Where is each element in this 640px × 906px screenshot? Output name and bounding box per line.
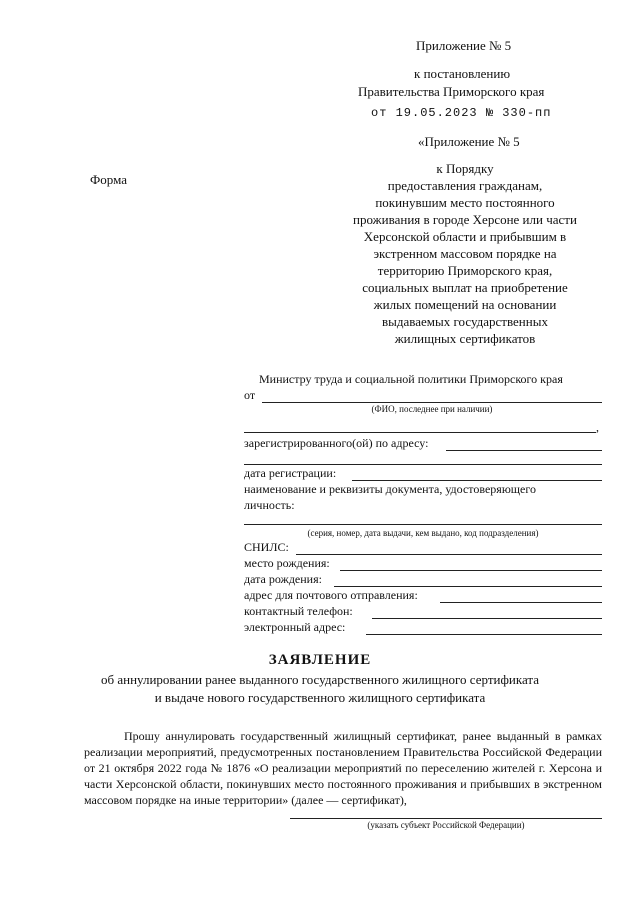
phone-label: контактный телефон: — [244, 604, 353, 618]
appendix-block-title: «Приложение № 5 — [418, 134, 520, 149]
id-document-field[interactable] — [244, 524, 602, 525]
appendix-line: выдаваемых государственных — [382, 314, 548, 329]
id-document-label: наименование и реквизиты документа, удостоверяющего — [244, 482, 536, 496]
appendix-block-text — [340, 160, 590, 347]
registration-date-field[interactable] — [352, 480, 602, 481]
statement-title: ЗАЯВЛЕНИЕ — [268, 652, 372, 668]
comma: , — [596, 420, 599, 434]
statement-paragraph-text: Прошу аннулировать государственный жилищный сертификат, ранее выданный в рамках реализации мероприятий, предусмотренных постановлением Правительства Российской Федерации от 21 октября 2022 года № 1876 «О реализации мероприятий по переселению жителей г. Херсона и части Херсонской области, покинувших место постоянного проживания и прибывших в экстренном массовом порядке на иные территории» (далее — сертификат), — [84, 729, 602, 807]
appendix-line: социальных выплат на приобретение — [362, 280, 568, 295]
appendix-line: Херсонской области и прибывшим в — [363, 229, 567, 244]
appendix-line: территорию Приморского края, — [377, 263, 553, 278]
postal-address-field[interactable] — [440, 602, 602, 603]
registered-address-field[interactable] — [446, 450, 602, 451]
appendix-line: покинувшим место постоянного — [375, 195, 555, 210]
government-name: Правительства Приморского края — [358, 84, 545, 99]
appendix-line: к Порядку — [436, 161, 494, 176]
to-resolution: к постановлению — [414, 66, 511, 81]
appendix-line: проживания в городе Херсоне или части — [353, 212, 577, 227]
id-document-caption: (серия, номер, дата выдачи, кем выдано, код подразделения) — [307, 528, 539, 538]
from-label: от — [244, 388, 256, 402]
appendix-line: жилых помещений на основании — [373, 297, 557, 312]
fio-continuation-field[interactable] — [244, 432, 596, 433]
resolution-date-number: от 19.05.2023 № 330-пп — [371, 106, 552, 120]
region-caption: (указать субъект Российской Федерации) — [367, 820, 525, 830]
registered-address-label: зарегистрированного(ой) по адресу: — [244, 436, 429, 450]
registration-date-label: дата регистрации: — [244, 466, 337, 480]
snils-label: СНИЛС: — [244, 540, 289, 554]
form-label: Форма — [90, 172, 127, 187]
birthdate-label: дата рождения: — [244, 572, 322, 586]
statement-paragraph — [84, 728, 602, 808]
id-document-label-2: личность: — [244, 498, 295, 512]
phone-field[interactable] — [372, 618, 602, 619]
birthdate-field[interactable] — [334, 586, 602, 587]
addressee-ministry: Министру труда и социальной политики Приморского края — [259, 372, 563, 386]
fio-caption: (ФИО, последнее при наличии) — [371, 404, 493, 414]
email-field[interactable] — [366, 634, 602, 635]
statement-subtitle-2: и выдаче нового государственного жилищного сертификата — [154, 690, 486, 705]
registered-address-field-2[interactable] — [244, 464, 602, 465]
birthplace-label: место рождения: — [244, 556, 330, 570]
appendix-line: предоставления гражданам, — [387, 178, 543, 193]
email-label: электронный адрес: — [244, 620, 346, 634]
appendix-line: экстренном массовом порядке на — [373, 246, 557, 261]
appendix-heading: Приложение № 5 — [416, 38, 512, 53]
snils-field[interactable] — [296, 554, 602, 555]
fio-field[interactable] — [262, 402, 602, 403]
birthplace-field[interactable] — [340, 570, 602, 571]
appendix-line: жилищных сертификатов — [394, 331, 536, 346]
statement-subtitle-1: об аннулировании ранее выданного государственного жилищного сертификата — [101, 672, 539, 687]
region-field[interactable] — [290, 818, 602, 819]
postal-address-label: адрес для почтового отправления: — [244, 588, 418, 602]
